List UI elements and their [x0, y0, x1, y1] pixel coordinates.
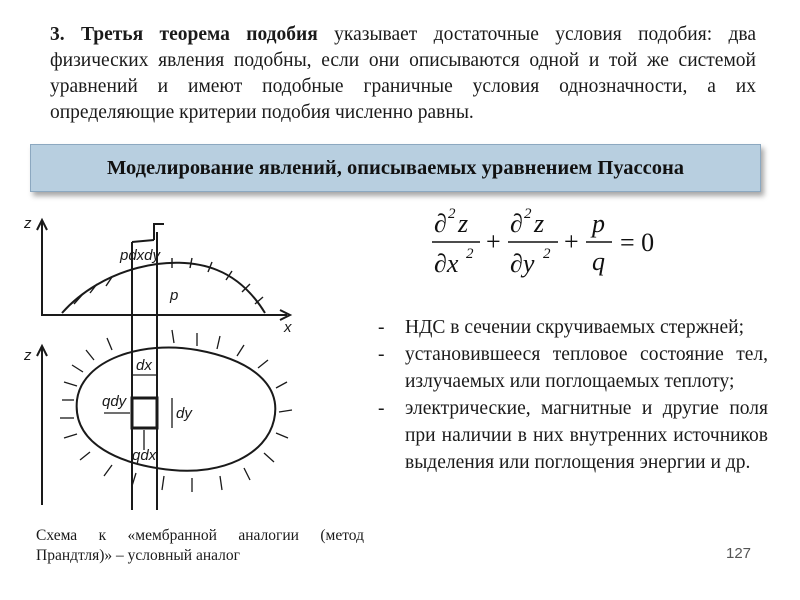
label-pdxdy: pdxdy: [120, 247, 161, 264]
plus-2: +: [564, 227, 579, 256]
label-dx: dx: [136, 357, 152, 374]
frac1-dx: ∂x: [434, 249, 459, 278]
list-item: [378, 314, 768, 341]
frac2-z: z: [534, 209, 545, 238]
frac1-d: ∂: [434, 209, 447, 238]
equals-zero: = 0: [620, 228, 655, 257]
top-axes: [42, 222, 287, 315]
frac2-dy: ∂y: [510, 249, 535, 278]
intro-text: указывает достаточные условия подобия: два физических явления подобны, если они описываются одной и той же системой уравнений и имеют подобные граничные условия однозначности, а их определяющие критерии подобия численно равны.: [50, 24, 756, 123]
list-item: [378, 341, 768, 395]
banner-title: Моделирование явлений, описываемых уравнением Пуассона: [106, 156, 685, 179]
intro-heading: 3. Третья теорема подобия: [50, 24, 318, 45]
frac1-sq: 2: [448, 206, 456, 222]
list-bullet: -: [378, 398, 385, 419]
label-x: x: [284, 319, 292, 336]
list-item-text: электрические, магнитные и другие поля при наличии в них внутренних источников выделения или поглощения энергии и др.: [405, 398, 768, 473]
list-item: [378, 395, 768, 476]
figure-caption: Схема к «мембранной аналогии (метод Прандтля)» – условный аналог: [36, 527, 364, 564]
section-banner: [30, 144, 761, 192]
membrane-profile: [62, 263, 265, 313]
label-z-bottom: z: [24, 347, 32, 364]
frac3-p: p: [592, 209, 605, 238]
element-square: [132, 398, 157, 428]
label-p: p: [170, 287, 179, 304]
frac1-z: z: [458, 209, 469, 238]
plus-1: +: [486, 227, 501, 256]
poisson-equation: [430, 198, 690, 288]
label-dy: dy: [176, 405, 192, 422]
list-item-text: установившееся тепловое состояние тел, излучаемых или поглощаемых теплоту;: [405, 344, 768, 392]
membrane-analogy-figure: [22, 200, 372, 522]
frac3-q: q: [592, 247, 605, 276]
frac2-d: ∂: [510, 209, 523, 238]
applications-list: [378, 314, 768, 476]
label-qdx: qdx: [132, 447, 157, 464]
list-item-text: НДС в сечении скручиваемых стержней;: [405, 317, 744, 338]
frac2-sq: 2: [524, 206, 532, 222]
frac2-dy-sq: 2: [543, 246, 551, 262]
list-bullet: -: [378, 344, 385, 365]
page-number: 127: [726, 545, 752, 562]
label-qdy: qdy: [102, 393, 127, 410]
label-z-top: z: [24, 215, 32, 232]
list-bullet: -: [378, 317, 385, 338]
intro-paragraph: [50, 22, 756, 126]
frac1-dx-sq: 2: [466, 246, 474, 262]
